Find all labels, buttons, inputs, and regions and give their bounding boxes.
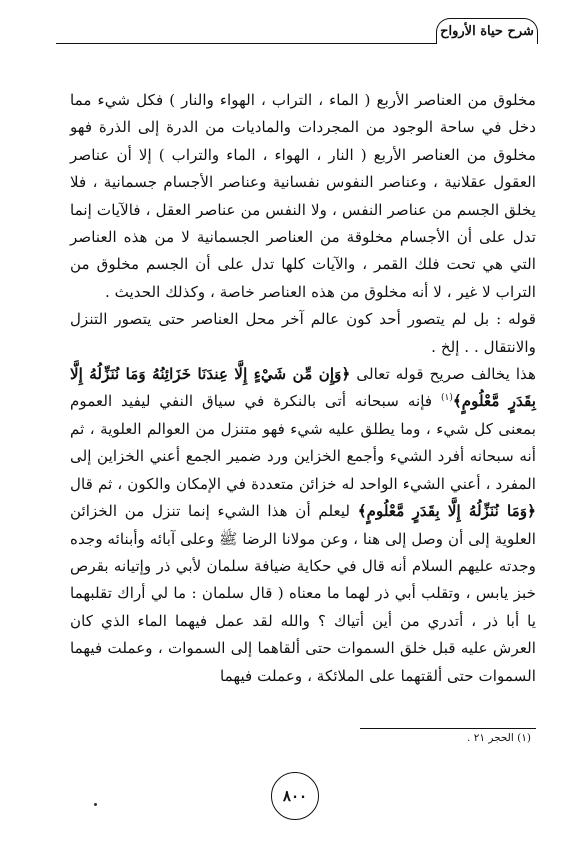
footnote-rule xyxy=(360,728,536,729)
paragraph-3-rest: ليعلم أن هذا الشيء إنما تنزل من الخزائن العلوية إلى أن وصل إلى هنا ، وعن مولانا الرضا ﷺ وعلى آبائه وأبنائه وجده وجدته عليهم السلام أنه قال في حكاية ضيافة سلمان لأبي ذر وإتيانه بقرص خبز يابس ، وتقلب أبي ذر لهما ما معناه ( قال سلمان : ما لي أراك تقلبهما يا أبا ذر ، أتدري من أين أتياك ؟ والله لقد عمل فيهما الماء الذي كان العرش عليه قبل خلق السموات حتى ألقاهما إلى السموات ، وعملت فيهما السموات حتى ألقتهما على الملائكة ، وعملت فيهما xyxy=(70,502,536,685)
paragraph-3 xyxy=(70,361,536,690)
paragraph-3-middle: فإنه سبحانه أتى بالنكرة في سياق النفي ليفيد العموم بمعنى كل شيء ، وما يطلق عليه شيء فهو متنزل من العوالم العلوية ، ثم أنه سبحانه أفرد الشيء وأجمع الخزاين ورد ضمير الجمع أعني الخزاين إلى المفرد ، أعني الشيء الواحد له خزائن متعددة في الإمكان والكون ، ثم قال xyxy=(70,392,536,493)
footnote-text: (١) الحجر ٢١ . xyxy=(467,732,531,744)
running-header xyxy=(436,18,538,44)
body-text xyxy=(70,87,536,690)
footnote-marker[interactable]: (١) xyxy=(440,393,453,404)
paragraph-1: مخلوق من العناصر الأربع ( الماء ، التراب ، الهواء والنار ) فكل شيء مما دخل في ساحة الوجود من المجردات والماديات من الدرة إلى الذرة فهو مخلوق من العناصر الأربع ( النار ، الهواء ، الماء والتراب ) إلا أن عناصر العقول عقلانية ، وعناصر النفوس نفسانية وعناصر الأجسام جسمانية ، فلا يخلق الجسم من عناصر النفس ، ولا النفس من عناصر العقل ، فالآيات إنما تدل على أن الأجسام مخلوقة من العناصر الجسمانية لا من هذه العناصر التي هي تحت فلك القمر ، والآيات كلها تدل على أن الجسم مخلوق من التراب لا غير ، لا أنه مخلوق من هذه العناصر خاصة ، وكذلك الحديث . xyxy=(70,91,536,301)
page-number: ٨٠٠ xyxy=(282,787,308,805)
page-number-badge xyxy=(271,772,319,820)
quran-verse-1: ﴿وَإِن مِّن شَيْءٍ إِلَّا عِندَنَا خَزَائِنُهُ وَمَا نُنَزِّلُهُ إِلَّا بِقَدَرٍ مَّعْلُومٍ﴾ xyxy=(70,365,536,411)
paragraph-3-intro: هذا يخالف صريح قوله تعالى xyxy=(356,365,537,384)
footnote xyxy=(467,730,531,746)
stray-dot xyxy=(94,803,97,806)
paragraph-2: قوله : بل لم يتصور أحد كون عالم آخر محل العناصر حتى يتصور التنزل والانتقال . . إلخ . xyxy=(70,310,536,356)
running-header-title: شرح حياة الأرواح xyxy=(440,24,534,39)
quran-verse-2: ﴿وَمَا نُنَزِّلُهُ إِلَّا بِقَدَرٍ مَّعْلُومٍ﴾ xyxy=(357,502,536,521)
